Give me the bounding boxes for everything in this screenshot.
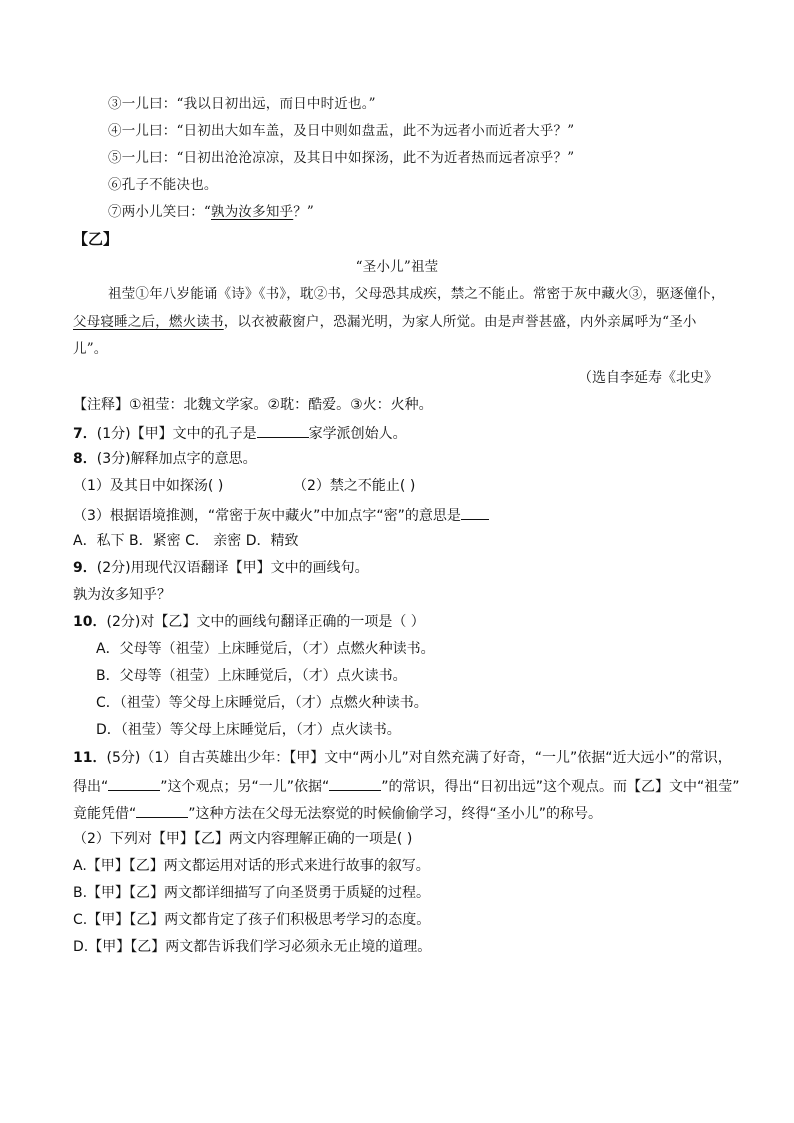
q9-score: (2分) bbox=[96, 560, 131, 576]
q11-line-2 bbox=[73, 776, 740, 796]
question-10 bbox=[73, 613, 425, 631]
jia-line-7-post: ？” bbox=[293, 204, 315, 220]
question-9 bbox=[73, 559, 369, 577]
q8-score: (3分) bbox=[96, 451, 131, 467]
yi-paragraph-line-3: 儿”。 bbox=[73, 341, 108, 357]
yi-heading: 【乙】 bbox=[73, 230, 119, 248]
question-7 bbox=[73, 423, 407, 443]
jia-line-7 bbox=[108, 203, 314, 221]
q8-sub-3 bbox=[73, 505, 489, 525]
yi-paragraph-line-1: 祖莹①年八岁能诵《诗》《书》，耽②书，父母恐其成疾，禁之不能止。常密于灰中藏火③，驱逐僮仆， bbox=[108, 286, 725, 302]
q11-line-3-b: ”这种方法在父母无法察觉的时候偷偷学习，终得“圣小儿”的称号。 bbox=[188, 806, 603, 822]
q11-sub-2: （2）下列对【甲】【乙】两文内容理解正确的一项是( ) bbox=[73, 831, 413, 847]
q10-option-b[interactable]: B．父母等（祖莹）上床睡觉后，（才）点火读书。 bbox=[96, 668, 407, 684]
q11-line-2-b: ”这个观点；另“一儿”依据“ bbox=[160, 779, 330, 795]
q9-sentence: 孰为汝多知乎？ bbox=[73, 587, 171, 603]
q11-blank-3[interactable] bbox=[136, 803, 188, 818]
q11-option-c[interactable]: C.【甲】【乙】两文都肯定了孩子们积极思考学习的态度。 bbox=[73, 912, 431, 928]
q11-line-3-a: 竟能凭借“ bbox=[73, 806, 137, 822]
q11-option-d[interactable]: D.【甲】【乙】两文都告诉我们学习必须永无止境的道理。 bbox=[73, 939, 432, 955]
q10-option-d[interactable]: D．（祖莹）等父母上床睡觉后，（才）点火读书。 bbox=[96, 722, 401, 738]
q9-number: 9． bbox=[73, 560, 97, 576]
question-8 bbox=[73, 450, 257, 468]
jia-underlined-sentence: 孰为汝多知乎 bbox=[211, 204, 294, 220]
q11-line-1: （1）自古英雄出少年：【甲】文中“两小儿”对自然充满了好奇，“一儿”依据“近大远小”的常识， bbox=[140, 750, 732, 766]
q10-score: (2分) bbox=[106, 614, 141, 630]
q11-number: 11． bbox=[73, 750, 107, 766]
q7-score: (1分) bbox=[96, 426, 131, 442]
yi-underlined-sentence: 父母寝睡之后，燃火读书 bbox=[73, 314, 224, 330]
q7-text-pre: 【甲】文中的孔子是 bbox=[130, 426, 257, 442]
q11-score: (5分) bbox=[106, 750, 141, 766]
q8-sub-1: （1）及其日中如探汤( ) bbox=[73, 478, 224, 494]
q11-blank-2[interactable] bbox=[329, 776, 381, 791]
yi-paragraph-line-2-rest: ，以衣被蔽窗户，恐漏光明，为家人所觉。由是声誉甚盛，内外亲属呼为“圣小 bbox=[223, 314, 697, 330]
q11-blank-1[interactable] bbox=[108, 776, 160, 791]
jia-line-3: ③一儿曰：“我以日初出远，而日中时近也。” bbox=[108, 96, 376, 112]
jia-line-5: ⑤一儿曰：“日初出沧沧凉凉，及其日中如探汤，此不为近者热而远者凉乎？” bbox=[108, 150, 575, 166]
notes: 【注释】①祖莹：北魏文学家。②耽：酷爱。③火：火种。 bbox=[73, 397, 433, 413]
yi-source: （选自李延寿《北史》 bbox=[578, 370, 718, 386]
q8-sub-3-text: （3）根据语境推测，“常密于灰中藏火”中加点字“密”的意思是 bbox=[73, 508, 461, 524]
q7-answer-blank[interactable] bbox=[257, 423, 309, 438]
yi-paragraph-line-2 bbox=[73, 313, 697, 331]
q7-text-post: 家学派创始人。 bbox=[308, 426, 407, 442]
q11-line-2-a: 得出“ bbox=[73, 779, 109, 795]
jia-line-6: ⑥孔子不能决也。 bbox=[108, 177, 218, 193]
q11-line-3 bbox=[73, 803, 602, 823]
q11-option-b[interactable]: B.【甲】【乙】两文都详细描写了向圣贤勇于质疑的过程。 bbox=[73, 885, 431, 901]
q11-line-2-c: ”的常识，得出“日初出远”这个观点。而【乙】文中“祖莹” bbox=[381, 779, 740, 795]
q9-text: 用现代汉语翻译【甲】文中的画线句。 bbox=[130, 560, 369, 576]
jia-line-4: ④一儿曰：“日初出大如车盖，及日中则如盘盂，此不为远者小而近者大乎？” bbox=[108, 123, 575, 139]
q8-options: A．私下 B．紧密 C． 亲密 D．精致 bbox=[73, 533, 299, 549]
q10-option-a[interactable]: A．父母等（祖莹）上床睡觉后，（才）点燃火种读书。 bbox=[96, 641, 435, 657]
jia-line-7-pre: ⑦两小儿笑曰：“ bbox=[108, 204, 212, 220]
q8-text: 解释加点字的意思。 bbox=[130, 451, 257, 467]
yi-title: “圣小儿”祖莹 bbox=[355, 259, 439, 275]
q7-number: 7． bbox=[73, 426, 97, 442]
q10-number: 10． bbox=[73, 614, 107, 630]
q8-number: 8． bbox=[73, 451, 97, 467]
q8-sub-3-blank[interactable] bbox=[461, 505, 489, 520]
question-11 bbox=[73, 749, 732, 767]
q11-option-a[interactable]: A.【甲】【乙】两文都运用对话的形式来进行故事的叙写。 bbox=[73, 858, 430, 874]
q10-option-c[interactable]: C．（祖莹）等父母上床睡觉后，（才）点燃火种读书。 bbox=[96, 695, 428, 711]
q10-text: 对【乙】文中的画线句翻译正确的一项是（ ） bbox=[140, 614, 425, 630]
q8-sub-2: （2）禁之不能止( ) bbox=[293, 478, 416, 494]
